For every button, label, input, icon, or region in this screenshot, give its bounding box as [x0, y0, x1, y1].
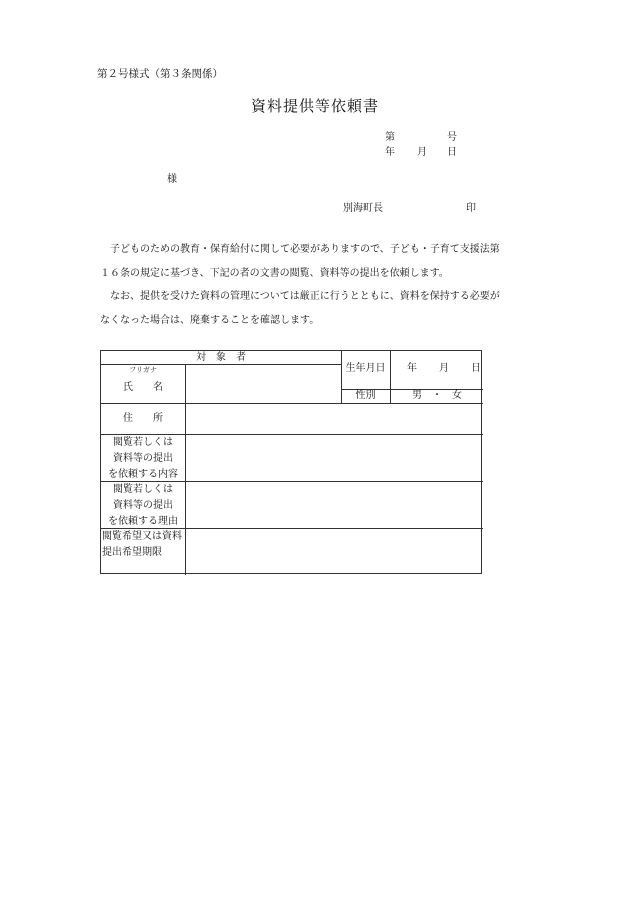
request-content-input[interactable] [186, 435, 482, 481]
birth-month-label: 月 [439, 363, 449, 374]
name-input[interactable] [186, 377, 340, 402]
deadline-input[interactable] [186, 529, 482, 574]
subject-table [100, 350, 482, 574]
request-reason-input[interactable] [186, 482, 482, 528]
furigana-input[interactable] [186, 365, 340, 376]
date-day: 日 [447, 147, 457, 158]
gender-options[interactable]: 男 ・ 女 [412, 390, 462, 401]
gender-label: 性別 [355, 390, 376, 401]
request-content-label: 閲覧若しくは 資料等の提出 を依頼する内容 [108, 437, 178, 480]
date-month: 月 [417, 147, 427, 158]
sender-name: 別海町長 [343, 203, 383, 214]
birthdate-field[interactable] [391, 361, 483, 377]
name-label: 氏 名 [123, 382, 163, 393]
address-input[interactable] [186, 404, 482, 434]
birth-year-label: 年 [407, 363, 417, 374]
body-paragraph-1: 子どものための教育・保育給付に関して必要がありますので、子ども・子育て支援法第１６条の規定に基づき、下記の者の文書の閲覧、資料等の提出を依頼します。 [100, 244, 500, 279]
birthdate-label: 生年月日 [345, 363, 386, 374]
number-suffix: 号 [447, 132, 457, 143]
number-prefix: 第 [385, 132, 395, 143]
addressee: 様 [167, 174, 177, 185]
furigana-label: フリガナ [129, 366, 157, 374]
form-number: 第２号様式（第３条関係） [97, 68, 223, 80]
address-label: 住 所 [123, 413, 163, 424]
body-paragraph-2: なお、提供を受けた資料の管理については厳正に行うとともに、資料を保持する必要がなくなった場合は、廃棄することを確認します。 [100, 291, 500, 326]
seal-mark: 印 [466, 203, 476, 214]
birth-day-label: 日 [471, 363, 481, 374]
date-year: 年 [385, 147, 395, 158]
document-title: 資料提供等依頼書 [250, 97, 379, 115]
subject-header: 対 象 者 [196, 352, 246, 363]
deadline-label: 閲覧希望又は資料 提出希望期限 [102, 531, 182, 558]
request-reason-label: 閲覧若しくは 資料等の提出 を依頼する理由 [108, 484, 178, 527]
body-text [100, 238, 500, 332]
